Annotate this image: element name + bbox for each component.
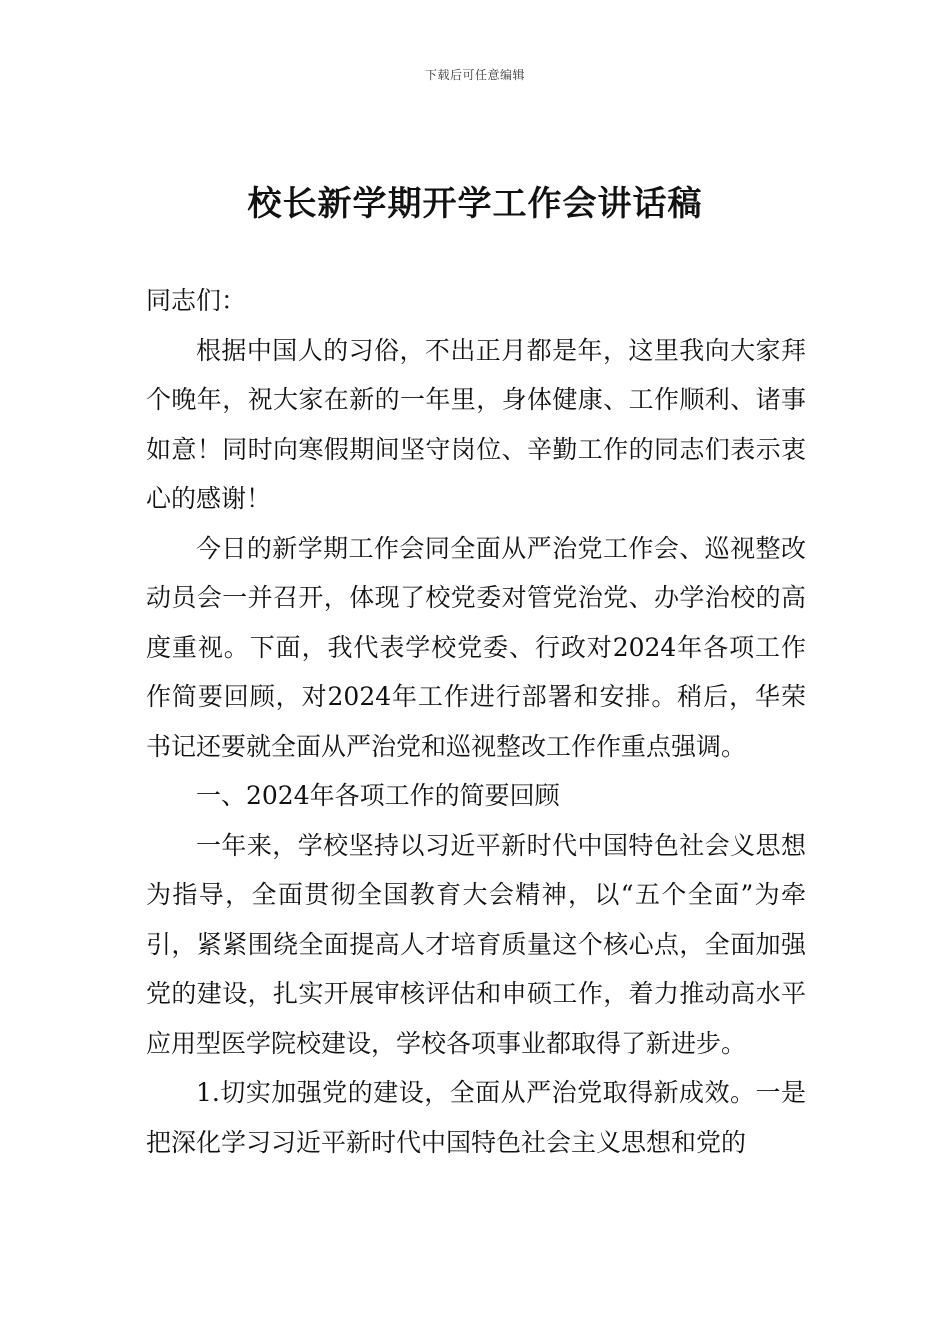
- salutation: 同志们：: [146, 286, 247, 315]
- section-heading-review: 一、2024年各项工作的简要回顾: [196, 781, 560, 810]
- document-title: 校长新学期开学工作会讲话稿: [247, 184, 703, 224]
- document-body: [146, 276, 806, 1167]
- paragraph-greeting: 根据中国人的习俗，不出正月都是年，这里我向大家拜个晚年，祝大家在新的一年里，身体健康、工作顺利、诸事如意！同时向寒假期间坚守岗位、辛勤工作的同志们表示衷心的感谢！: [146, 335, 806, 513]
- paragraph-meeting-intro: 今日的新学期工作会同全面从严治党工作会、巡视整改动员会一并召开，体现了校党委对管党治党、办学治校的高度重视。下面，我代表学校党委、行政对2024年各项工作作简要回顾，对2024年工作进行部署和安排。稍后，华荣书记还要就全面从严治党和巡视整改工作作重点强调。: [146, 533, 806, 761]
- header-note: 下载后可任意编辑: [424, 68, 525, 82]
- paragraph-year-review: 一年来，学校坚持以习近平新时代中国特色社会义思想为指导，全面贯彻全国教育大会精神，以“五个全面”为牵引，紧紧围绕全面提高人才培育质量这个核心点，全面加强党的建设，扎实开展审核评估和申硕工作，着力推动高水平应用型医学院校建设，学校各项事业都取得了新进步。: [146, 830, 806, 1058]
- paragraph-party-building: 1.切实加强党的建设，全面从严治党取得新成效。一是把深化学习习近平新时代中国特色社会主义思想和党的: [146, 1078, 806, 1157]
